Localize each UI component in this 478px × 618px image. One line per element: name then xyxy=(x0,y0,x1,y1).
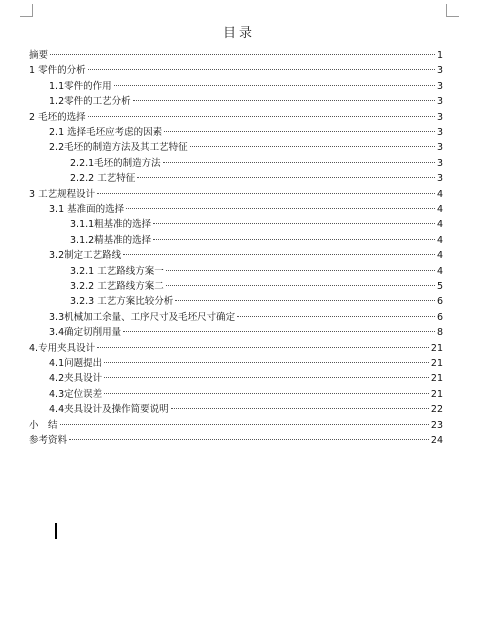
toc-leader-dots xyxy=(50,54,435,55)
toc-leader-dots xyxy=(166,285,435,286)
toc-entry-label: 3.2.1 工艺路线方案一 xyxy=(70,265,164,277)
toc-entry[interactable] xyxy=(49,202,443,218)
toc-entry[interactable] xyxy=(29,341,443,357)
page-title: 目录 xyxy=(222,26,255,41)
toc-entry[interactable] xyxy=(49,325,443,341)
toc-leader-dots xyxy=(123,254,435,255)
toc-entry-page: 4 xyxy=(436,250,443,262)
toc-entry-label: 摘要 xyxy=(29,50,49,61)
toc-leader-dots xyxy=(175,300,435,301)
toc-entry-page: 4 xyxy=(436,188,443,200)
toc-entry-label: 小 结 xyxy=(29,419,58,431)
toc-entry-page: 21 xyxy=(430,388,443,400)
toc-entry[interactable] xyxy=(70,233,443,249)
toc-entry-label: 2.2毛坯的制造方法及其工艺特征 xyxy=(49,142,188,154)
page-corner-mark-top-left xyxy=(20,4,33,17)
toc-entry[interactable] xyxy=(70,264,443,280)
toc-entry-label: 4.4夹具设计及操作简要说明 xyxy=(49,404,169,416)
toc-entry-page: 4 xyxy=(436,204,443,215)
toc-entry-page: 1 xyxy=(436,50,443,61)
toc-entry[interactable] xyxy=(70,171,443,187)
toc-entry-label: 4.3定位误差 xyxy=(49,388,103,400)
toc-entry[interactable] xyxy=(49,356,443,372)
toc-entry-label: 3.2.2 工艺路线方案二 xyxy=(70,281,164,292)
toc-entry-page: 22 xyxy=(430,404,443,416)
toc-entry[interactable] xyxy=(29,110,443,126)
toc-entry-label: 3.1.2精基准的选择 xyxy=(70,234,152,246)
toc-leader-dots xyxy=(137,177,435,178)
toc-leader-dots xyxy=(88,69,435,70)
toc-entry[interactable] xyxy=(29,48,443,64)
toc-leader-dots xyxy=(237,316,435,317)
toc-leader-dots xyxy=(133,100,435,101)
toc-leader-dots xyxy=(60,424,429,425)
page-corner-mark-top-right xyxy=(446,4,459,17)
toc-entry-label: 3.3机械加工余量、工序尺寸及毛坯尺寸确定 xyxy=(49,311,236,323)
toc-entry[interactable] xyxy=(49,125,443,141)
toc-entry-label: 2.2.1毛坯的制造方法 xyxy=(70,157,161,169)
toc-leader-dots xyxy=(164,131,435,132)
toc-entry[interactable] xyxy=(29,418,443,434)
toc-entry-page: 4 xyxy=(436,265,443,277)
toc-entry-page: 24 xyxy=(430,435,443,446)
toc-entry-page: 3 xyxy=(436,142,443,154)
toc-entry[interactable] xyxy=(70,279,443,295)
toc-entry-page: 3 xyxy=(436,127,443,138)
toc-entry-page: 23 xyxy=(430,419,443,431)
toc-leader-dots xyxy=(104,393,429,394)
toc-entry-label: 3.2.3 工艺方案比较分析 xyxy=(70,296,174,308)
toc-entry-label: 3.2制定工艺路线 xyxy=(49,250,122,262)
toc-entry-page: 5 xyxy=(436,281,443,292)
toc-entry-page: 3 xyxy=(436,157,443,169)
toc-entry-label: 1 零件的分析 xyxy=(29,65,86,77)
toc-entry-page: 21 xyxy=(430,358,443,369)
toc-leader-dots xyxy=(123,331,435,332)
toc-entry[interactable] xyxy=(29,433,443,449)
toc-entry-label: 2 毛坯的选择 xyxy=(29,111,86,123)
toc-entry[interactable] xyxy=(49,387,443,403)
toc-entry-label: 3.1.1粗基准的选择 xyxy=(70,219,152,231)
toc-entry-page: 3 xyxy=(436,111,443,123)
toc-leader-dots xyxy=(163,162,435,163)
toc-entry-page: 8 xyxy=(436,327,443,339)
toc-leader-dots xyxy=(166,270,435,271)
toc-entry-label: 4.专用夹具设计 xyxy=(29,342,96,354)
toc-entry-page: 3 xyxy=(436,173,443,185)
toc-entry-page: 4 xyxy=(436,219,443,231)
toc-entry-page: 3 xyxy=(436,80,443,92)
toc-entry[interactable] xyxy=(29,187,443,203)
toc-entry-label: 1.2零件的工艺分析 xyxy=(49,96,131,108)
toc-leader-dots xyxy=(153,239,435,240)
toc-entry[interactable] xyxy=(49,402,443,418)
toc-entry-label: 3 工艺规程设计 xyxy=(29,188,96,200)
toc-entry-label: 1.1零件的作用 xyxy=(49,80,112,92)
toc-entry[interactable] xyxy=(29,63,443,79)
toc-entry-page: 4 xyxy=(436,234,443,246)
toc-entry[interactable] xyxy=(70,156,443,172)
toc-leader-dots xyxy=(88,116,435,117)
toc-entry-label: 参考资料 xyxy=(29,435,68,446)
toc-entry-page: 3 xyxy=(436,65,443,77)
toc-leader-dots xyxy=(171,408,429,409)
toc-entry-page: 3 xyxy=(436,96,443,108)
toc-entry-page: 6 xyxy=(436,296,443,308)
toc-entry[interactable] xyxy=(70,217,443,233)
toc-leader-dots xyxy=(153,223,435,224)
toc-entry-page: 21 xyxy=(430,373,443,385)
toc-entry-label: 3.1 基准面的选择 xyxy=(49,204,125,215)
toc-leader-dots xyxy=(126,208,435,209)
toc-leader-dots xyxy=(69,439,429,440)
toc-entry[interactable] xyxy=(49,140,443,156)
toc-entry-label: 2.2.2 工艺特征 xyxy=(70,173,136,185)
toc-leader-dots xyxy=(190,146,435,147)
toc-entry-page: 21 xyxy=(430,342,443,354)
toc-entry-label: 4.2夹具设计 xyxy=(49,373,103,385)
toc-entry-label: 4.1问题提出 xyxy=(49,358,103,369)
toc-leader-dots xyxy=(97,193,435,194)
text-cursor xyxy=(55,523,57,539)
toc-entry-page: 6 xyxy=(436,311,443,323)
toc-leader-dots xyxy=(104,362,429,363)
toc-entry[interactable] xyxy=(49,310,443,326)
toc-entry[interactable] xyxy=(49,94,443,110)
toc-entry[interactable] xyxy=(70,294,443,310)
toc-entry-label: 3.4确定切削用量 xyxy=(49,327,122,339)
toc-leader-dots xyxy=(104,377,429,378)
toc-entry-label: 2.1 选择毛坯应考虑的因素 xyxy=(49,127,163,138)
toc-leader-dots xyxy=(114,85,435,86)
toc-entry[interactable] xyxy=(49,79,443,95)
toc-entry[interactable] xyxy=(49,371,443,387)
toc-entry[interactable] xyxy=(49,248,443,264)
toc-leader-dots xyxy=(97,347,429,348)
